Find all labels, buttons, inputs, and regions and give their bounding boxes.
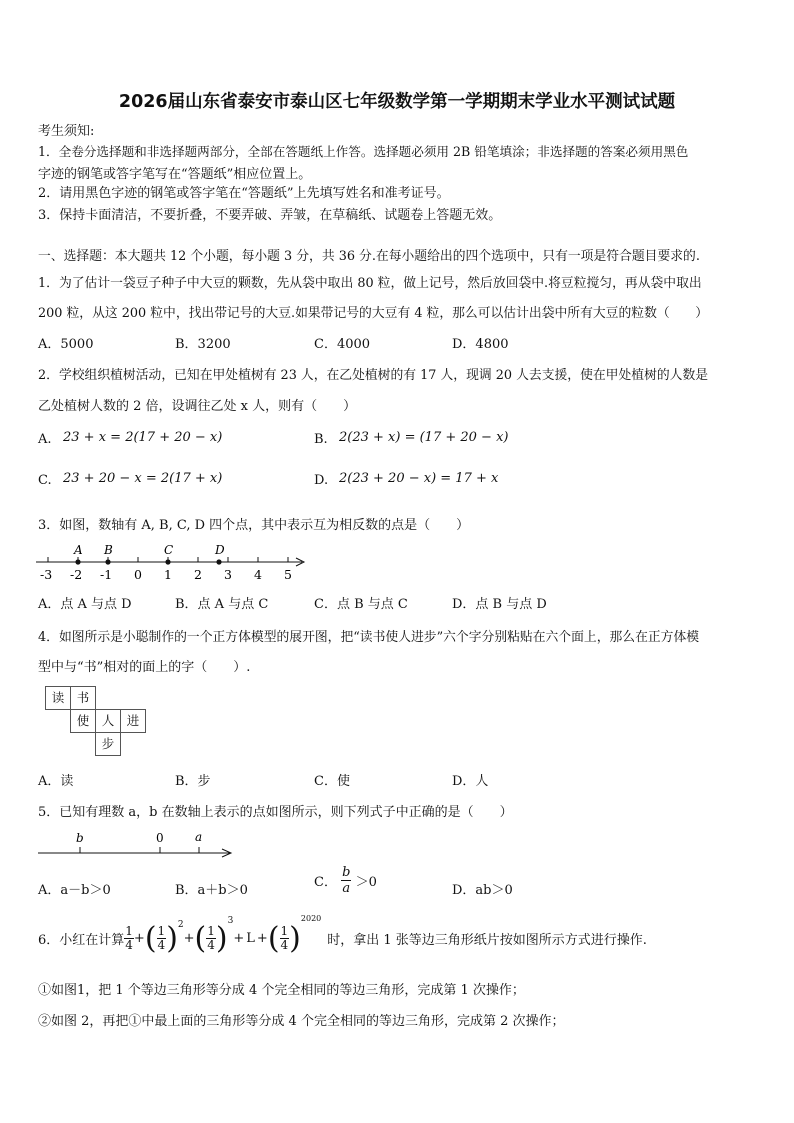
q2-option-a-label: A. <box>38 432 52 447</box>
q1-stem-line2: 200 粒，从这 200 粒中，找出带记号的大豆.如果带记号的大豆有 4 粒，那么可以估计出袋中所有大豆的粒数（ ） <box>38 306 709 321</box>
net-cell-4: 人 <box>95 709 121 733</box>
q2-option-b: 2(23 + x) = (17 + 20 − x) <box>339 430 509 445</box>
tick-label: -1 <box>100 567 113 582</box>
q3-stem: 3．如图，数轴有 A, B, C, D 四个点，其中表示互为相反数的点是（ ） <box>38 518 470 533</box>
q5-option-c <box>314 865 377 896</box>
q3-number-line <box>34 542 309 584</box>
q5-option-c-label: C． <box>314 875 337 890</box>
q2-option-c: 23 + 20 − x = 2(17 + x) <box>63 471 223 486</box>
q6-suffix: 时，拿出 1 张等边三角形纸片按如图所示方式进行操作. <box>327 932 647 948</box>
point-D <box>216 559 221 564</box>
tick-label: 2 <box>194 567 202 582</box>
q5-option-c-numerator: b <box>342 865 351 880</box>
point-label-D: D <box>215 543 225 557</box>
notice-line-2: 2．请用黑色字迹的钢笔或答字笔在“答题纸”上先填写姓名和准考证号。 <box>38 186 450 201</box>
q6-term-last: $\frac{1}{4}$ <box>280 923 289 952</box>
q4-option-a: A．读 <box>38 774 74 789</box>
tick-label: 3 <box>224 567 232 582</box>
q2-option-d: 2(23 + 20 − x) = 17 + x <box>339 471 499 486</box>
q4-stem-line2: 型中与“书”相对的面上的字（ ）. <box>38 660 251 675</box>
notice-line-3: 3．保持卡面清洁，不要折叠，不要弄破、弄皱，在草稿纸、试题卷上答题无效。 <box>38 208 502 223</box>
plus-sign: + <box>183 930 195 946</box>
tick-label: -3 <box>40 567 53 582</box>
q2-stem-line1: 2．学校组织植树活动，已知在甲处植树有 23 人，在乙处植树的有 17 人，现调 20 人去支援，使在甲处植树的人数是 <box>38 368 709 383</box>
q6-step-1: ①如图1，把 1 个等边三角形等分成 4 个完全相同的等边三角形，完成第 1 次操作； <box>38 983 525 998</box>
q6-term-3: $\frac{1}{4}$ <box>207 923 215 952</box>
plus-sign: + <box>133 930 145 946</box>
net-cell-2: 书 <box>70 686 96 710</box>
q5-number-line <box>34 826 239 862</box>
q6-step-2: ②如图 2，再把①中最上面的三角形等分成 4 个完全相同的等边三角形，完成第 2 次操作； <box>38 1014 565 1029</box>
q2-option-a: 23 + x = 2(17 + 20 − x) <box>63 430 223 445</box>
label-0: 0 <box>156 831 164 845</box>
q3-option-d: D．点 B 与点 D <box>452 597 547 612</box>
q1-option-c: C．4000 <box>314 337 371 352</box>
section-heading: 一、选择题：本大题共 12 个小题，每小题 3 分，共 36 分.在每小题给出的四个选项中，只有一项是符合题目要求的. <box>38 249 700 264</box>
q6-term-1: $\frac{1}{4}$ <box>125 923 133 952</box>
q2-option-d-label: D. <box>314 473 329 488</box>
q5-option-c-denominator: a <box>342 881 351 896</box>
q4-option-b: B．步 <box>175 774 211 789</box>
point-label-C: C <box>164 543 174 557</box>
q5-stem: 5．已知有理数 a，b 在数轴上表示的点如图所示，则下列式子中正确的是（ ） <box>38 805 513 820</box>
label-a: a <box>195 830 203 844</box>
point-B <box>105 559 110 564</box>
q4-option-d: D．人 <box>452 774 489 789</box>
net-cell-5: 进 <box>120 709 146 733</box>
point-label-B: B <box>104 543 113 557</box>
notice-line-1a: 1．全卷分选择题和非选择题两部分，全部在答题纸上作答。选择题必须用 2B 铅笔填涂；非选择题的答案必须用黑色 <box>38 144 689 159</box>
point-A <box>75 559 80 564</box>
notice-line-1b: 字迹的钢笔或答字笔写在“答题纸”相应位置上。 <box>38 167 312 182</box>
q3-option-b: B．点 A 与点 C <box>175 597 269 612</box>
q1-option-a: A．5000 <box>38 337 94 352</box>
point-label-A: A <box>74 543 83 557</box>
q2-option-c-label: C. <box>38 473 52 488</box>
exponent-2020: 2020 <box>300 914 322 923</box>
q5-option-c-fraction <box>341 865 351 896</box>
q5-option-c-relation: ＞0 <box>355 875 377 890</box>
q6-stem: 6．小红在计算 $\frac{1}{4}$ + ( $\frac{1}{4}$ ) $^2$ + ( $\frac{1}{4}$ ) $^3$ + L + ( $\frac{1}{4}$ ) $^{2020}$ 时，拿出 1 张等边三角形纸片按如图所示方式进行操作. <box>38 914 647 956</box>
q2-option-b-label: B. <box>314 432 328 447</box>
net-cell-6: 步 <box>95 732 121 756</box>
q2-stem-line2: 乙处植树人数的 2 倍，设调往乙处 x 人，则有（ ） <box>38 399 357 414</box>
q1-stem-line1: 1．为了估计一袋豆子种子中大豆的颗数，先从袋中取出 80 粒，做上记号，然后放回袋中.将豆粒搅匀，再从袋中取出 <box>38 276 702 291</box>
notice-heading: 考生须知: <box>38 124 95 139</box>
q3-option-a: A．点 A 与点 D <box>38 597 132 612</box>
plus-sign: + <box>256 930 268 946</box>
q4-stem-line1: 4．如图所示是小聪制作的一个正方体模型的展开图，把“读书使人进步”六个字分别粘贴在六个面上，那么在正方体模 <box>38 630 700 645</box>
ellipsis: L <box>246 930 255 946</box>
tick-label: -2 <box>70 567 83 582</box>
q5-option-b: B．a＋b＞0 <box>175 883 248 898</box>
point-C <box>165 559 170 564</box>
tick-label: 0 <box>134 567 142 582</box>
q4-option-c: C．使 <box>314 774 350 789</box>
q1-option-d: D．4800 <box>452 337 509 352</box>
plus-sign: + <box>233 930 245 946</box>
net-cell-3: 使 <box>70 709 96 733</box>
exponent-2: 2 <box>177 920 184 930</box>
page-title: 2026届山东省泰安市泰山区七年级数学第一学期期末学业水平测试试题 <box>118 92 676 112</box>
exponent-3: 3 <box>227 916 234 926</box>
tick-label: 4 <box>254 567 262 582</box>
tick-label: 5 <box>284 567 292 582</box>
q5-option-d: D．ab＞0 <box>452 883 513 898</box>
q5-option-a: A．a－b＞0 <box>38 883 111 898</box>
q1-option-b: B．3200 <box>175 337 231 352</box>
q6-prefix: 6．小红在计算 <box>38 932 125 948</box>
q6-term-2: $\frac{1}{4}$ <box>157 923 166 952</box>
tick-label: 1 <box>164 567 172 582</box>
q3-option-c: C．点 B 与点 C <box>314 597 408 612</box>
label-b: b <box>76 831 84 845</box>
net-cell-1: 读 <box>45 686 71 710</box>
